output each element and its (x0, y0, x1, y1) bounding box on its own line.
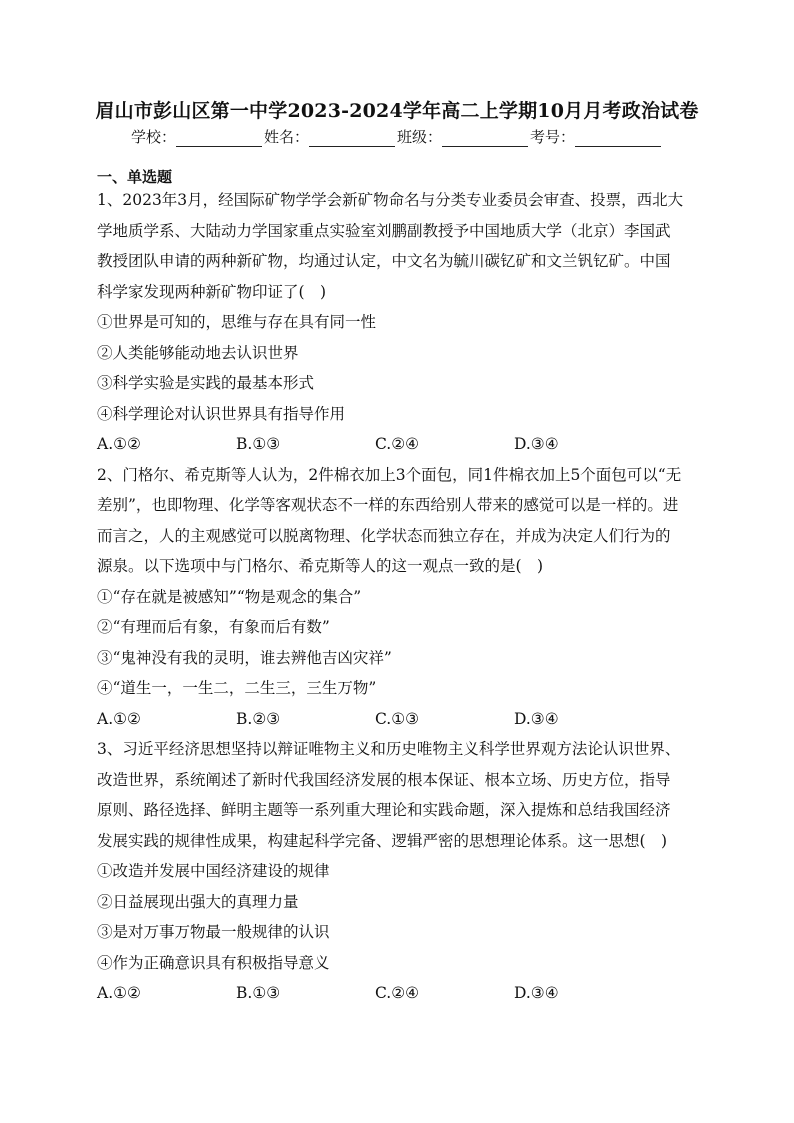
option-a[interactable]: A.①② (97, 709, 141, 728)
statement-item: ②人类能够能动地去认识世界 (97, 343, 299, 362)
question-3 (97, 734, 697, 1009)
statement-item: ②日益展现出强大的真理力量 (97, 892, 299, 911)
question-stem-line: 3、习近平经济思想坚持以辩证唯物主义和历史唯物主义科学世界观方法论认识世界、 (97, 740, 681, 758)
option-b[interactable]: B.①③ (236, 435, 281, 453)
answer-options (97, 429, 697, 460)
statement-item: ③“鬼神没有我的灵明，谁去辨他吉凶灾祥” (97, 648, 392, 667)
exam-number-field (530, 126, 663, 147)
name-label: 姓名： (263, 128, 309, 146)
question-stem-line: 源泉。以下选项中与门格尔、希克斯等人的这一观点一致的是( ) (97, 557, 544, 575)
option-c[interactable]: C.②④ (375, 984, 420, 1002)
option-c[interactable]: C.①③ (375, 709, 420, 728)
question-2 (97, 460, 697, 735)
statement-item: ④科学理论对认识世界具有指导作用 (97, 404, 346, 423)
statement-item: ③科学实验是实践的最基本形式 (97, 374, 315, 392)
name-field (264, 126, 397, 147)
student-info-row (0, 126, 794, 147)
question-list (97, 185, 697, 1009)
name-blank (309, 131, 395, 147)
option-b[interactable]: B.①③ (236, 984, 281, 1002)
exam-number-label: 考号： (530, 128, 576, 146)
statement-item: ①改造并发展中国经济建设的规律 (97, 862, 330, 880)
school-field (131, 126, 264, 147)
question-stem-line: 改造世界，系统阐述了新时代我国经济发展的根本保证、根本立场、历史方位，指导 (97, 770, 671, 789)
question-stem-line: 差别”，也即物理、化学等客观状态不一样的东西给别人带来的感觉可以是一样的。进 (97, 496, 679, 514)
statement-item: ④作为正确意识具有积极指导意义 (97, 953, 330, 972)
question-stem-line: 学地质学系、大陆动力学国家重点实验室刘鹏副教授予中国地质大学（北京）李国武 (97, 221, 671, 240)
statement-item: ①“存在就是被感知”“物是观念的集合” (97, 587, 362, 606)
statement-item: ①世界是可知的，思维与存在具有同一性 (97, 313, 377, 331)
answer-options (97, 704, 697, 735)
class-label: 班级： (397, 128, 443, 146)
question-stem-line: 发展实践的规律性成果，构建起科学完备、逻辑严密的思想理论体系。这一思想( ) (97, 831, 668, 850)
option-d[interactable]: D.③④ (514, 435, 559, 453)
school-label: 学校： (130, 128, 176, 146)
statement-item: ④“道生一，一生二，二生三，三生万物” (97, 679, 377, 697)
question-stem-line: 2、门格尔、希克斯等人认为，2件棉衣加上3个面包，同1件棉衣加上5个面包可以“无 (97, 465, 682, 484)
option-c[interactable]: C.②④ (375, 435, 420, 453)
answer-options (97, 978, 697, 1009)
question-stem-line: 1、2023年3月，经国际矿物学学会新矿物命名与分类专业委员会审查、投票，西北大 (97, 191, 684, 209)
exam-number-blank (575, 131, 661, 147)
school-blank (176, 131, 262, 147)
option-d[interactable]: D.③④ (514, 984, 559, 1002)
option-a[interactable]: A.①② (97, 984, 141, 1002)
class-field (397, 126, 530, 147)
section-heading: 一、单选题 (97, 168, 173, 186)
question-stem-line: 教授团队申请的两种新矿物，均通过认定，中文名为毓川碳钇矿和文兰钒钇矿。中国 (97, 252, 671, 270)
statement-item: ②“有理而后有象，有象而后有数” (97, 618, 330, 636)
question-1 (97, 185, 697, 460)
statement-item: ③是对万事万物最一般规律的认识 (97, 923, 330, 941)
question-stem-line: 科学家发现两种新矿物印证了( ) (97, 282, 327, 301)
option-d[interactable]: D.③④ (514, 709, 559, 728)
exam-title: 眉山市彭山区第一中学2023-2024学年高二上学期10月月考政治试卷 (95, 100, 699, 122)
option-b[interactable]: B.②③ (236, 709, 281, 728)
option-a[interactable]: A.①② (97, 435, 141, 453)
question-stem-line: 原则、路径选择、鲜明主题等一系列重大理论和实践命题，深入提炼和总结我国经济 (97, 801, 671, 819)
class-blank (442, 131, 528, 147)
question-stem-line: 而言之，人的主观感觉可以脱离物理、化学状态而独立存在，并成为决定人们行为的 (97, 526, 671, 545)
